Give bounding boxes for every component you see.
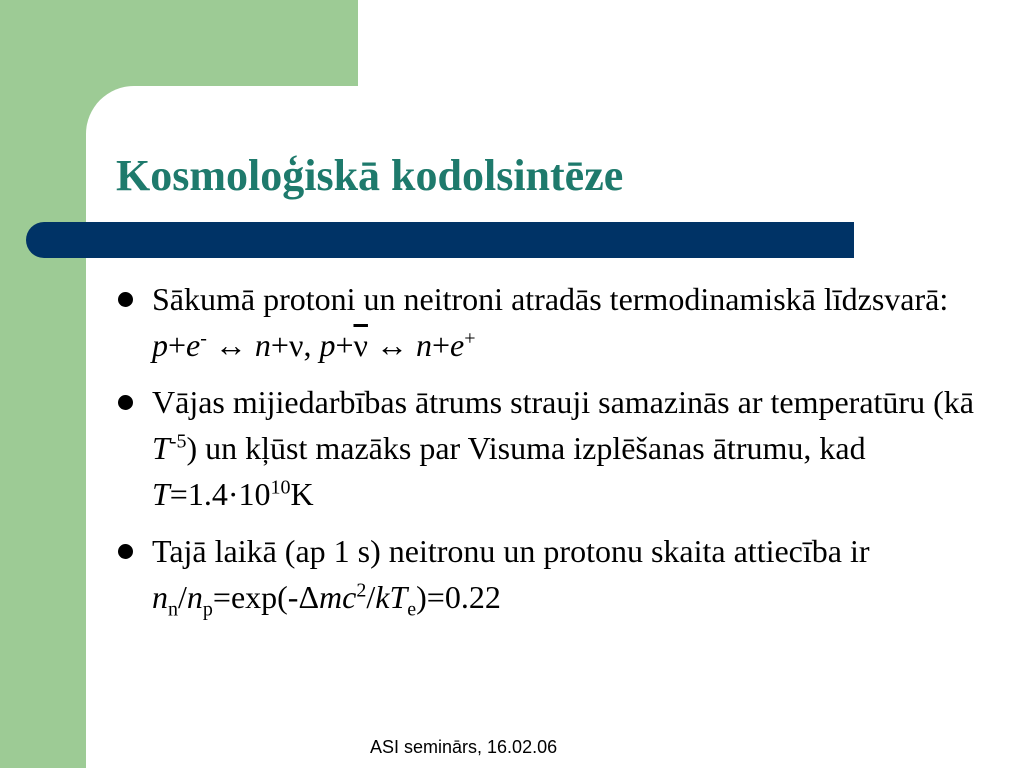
bullet-item-2 — [116, 379, 996, 517]
temperature-value: =1.4·10 — [169, 476, 271, 512]
formula-positron-charge: + — [464, 327, 476, 350]
formula-arrow: ↔ — [367, 327, 416, 363]
formula-plus: + — [270, 327, 289, 363]
neutron-count-symbol: n — [152, 579, 168, 615]
formula-antineutrino: $\overline{\nu}$ — [353, 327, 368, 363]
electron-subscript: e — [407, 598, 417, 621]
square-exponent: 2 — [356, 579, 367, 602]
reaction-formula — [152, 322, 996, 368]
slide-title: Kosmoloģiskā kodolsintēze — [116, 151, 624, 200]
slide-footer: ASI seminārs, 16.02.06 — [370, 737, 558, 757]
temperature-symbol: T — [152, 476, 170, 512]
ratio-slash: / — [178, 579, 187, 615]
light-speed-symbol: c — [342, 579, 357, 615]
proton-subscript: p — [202, 598, 213, 621]
exp-open: =exp(-Δ — [212, 579, 320, 615]
proton-count-symbol: n — [186, 579, 203, 615]
divide-slash: / — [366, 579, 376, 615]
boltzmann-symbol: k — [375, 579, 390, 615]
temperature-symbol: T — [152, 430, 170, 466]
temperature-power: -5 — [169, 430, 187, 453]
formula-n: n — [254, 327, 271, 363]
bullet-item-1 — [116, 276, 996, 368]
formula-positron: e — [450, 327, 465, 363]
bullet-dot-icon — [118, 292, 133, 307]
formula-plus: + — [168, 327, 187, 363]
formula-p: p — [319, 327, 336, 363]
temperature-exponent: 10 — [270, 476, 291, 499]
temperature-unit: K — [290, 476, 314, 512]
bullet-2-text-start: Vājas mijiedarbības ātrums strauji samazinās ar temperatūru (kā — [152, 384, 974, 420]
temperature-symbol: T — [389, 579, 408, 615]
formula-arrow: ↔ — [206, 327, 255, 363]
bullet-dot-icon — [118, 544, 133, 559]
ratio-result: )=0.22 — [416, 579, 501, 615]
formula-electron: e — [186, 327, 201, 363]
bullet-2-text-middle: ) un kļūst mazāks par Visuma izplēšanas ātrumu, kad — [186, 430, 866, 466]
title-underline-bar — [26, 222, 854, 258]
neutron-subscript: n — [168, 598, 178, 621]
bullet-3-text: Tajā laikā (ap 1 s) neitronu un protonu skaita attiecība ir — [152, 533, 870, 569]
bullet-item-3 — [116, 528, 996, 620]
mass-symbol: m — [319, 579, 343, 615]
formula-plus: + — [431, 327, 450, 363]
formula-plus: + — [335, 327, 354, 363]
formula-comma: , — [303, 327, 320, 363]
formula-electron-charge: - — [200, 327, 207, 350]
bullet-dot-icon — [118, 395, 133, 410]
formula-n: n — [415, 327, 432, 363]
bullet-list — [116, 276, 996, 631]
formula-neutrino: ν — [288, 327, 304, 363]
formula-p: p — [152, 327, 168, 363]
bullet-1-text: Sākumā protoni un neitroni atradās termodinamiskā līdzsvarā: — [152, 281, 949, 317]
